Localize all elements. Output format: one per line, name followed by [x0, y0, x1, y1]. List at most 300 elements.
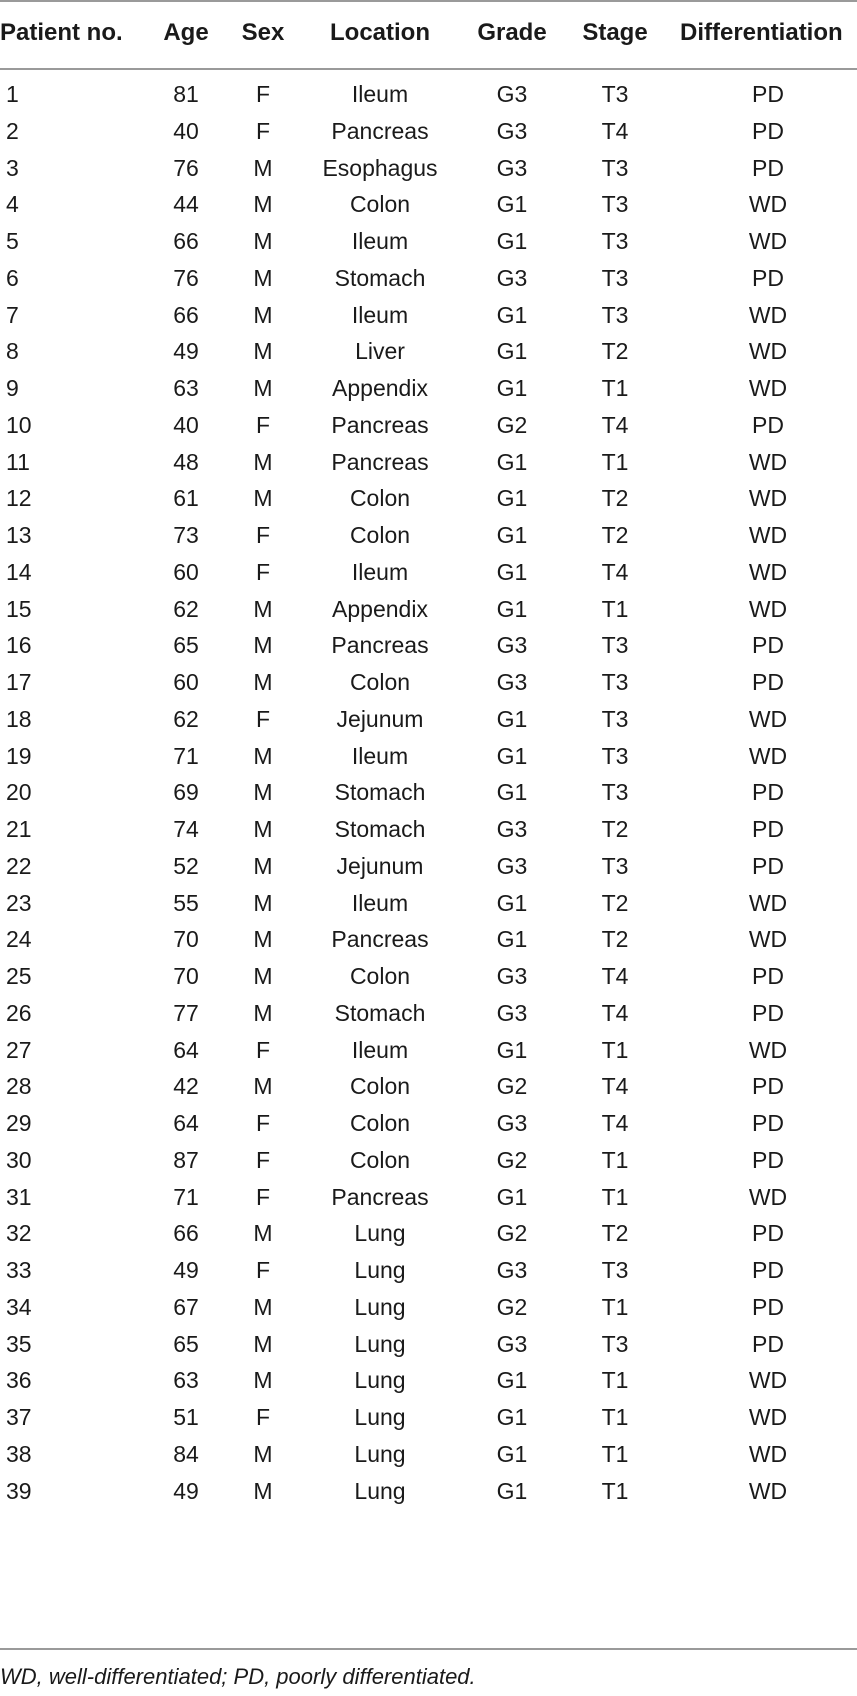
cell-patient-no: 2	[6, 117, 19, 144]
cell-stage: T3	[601, 264, 629, 291]
cell-age: 70	[173, 963, 199, 989]
cell-location: Pancreas	[331, 448, 429, 475]
table-row	[0, 478, 857, 518]
cell-age: 71	[173, 1183, 199, 1210]
cell-stage: T3	[601, 852, 629, 879]
cell-stage: T4	[601, 1073, 629, 1100]
cell-stage: T1	[601, 448, 629, 475]
header-rule	[0, 68, 857, 70]
table-row	[0, 919, 857, 959]
table-row	[0, 295, 857, 335]
cell-stage: T3	[601, 705, 629, 732]
cell-location: Lung	[354, 1220, 406, 1247]
cell-stage: T4	[601, 1110, 629, 1136]
cell-stage: T1	[601, 1183, 629, 1210]
cell-patient-no: 25	[6, 963, 32, 989]
table-footnote: WD, well-differentiated; PD, poorly differentiated.	[0, 1664, 476, 1689]
cell-sex: M	[253, 264, 273, 291]
cell-age: 62	[173, 595, 199, 622]
cell-grade: G1	[496, 1477, 528, 1504]
cell-age: 55	[173, 889, 199, 916]
cell-differentiation: WD	[748, 926, 788, 953]
cell-differentiation: WD	[748, 889, 788, 916]
cell-grade: G1	[496, 228, 528, 254]
cell-age: 81	[173, 81, 199, 107]
cell-grade: G1	[496, 889, 528, 916]
table-row	[0, 1103, 857, 1143]
cell-differentiation: PD	[752, 117, 784, 144]
table-row	[0, 993, 857, 1033]
cell-patient-no: 5	[6, 228, 19, 254]
cell-differentiation: WD	[748, 558, 788, 585]
cell-differentiation: WD	[748, 1367, 788, 1394]
cell-age: 84	[173, 1440, 199, 1467]
cell-stage: T3	[601, 669, 629, 695]
cell-stage: T4	[601, 411, 629, 438]
cell-sex: M	[253, 301, 273, 328]
cell-patient-no: 28	[6, 1073, 32, 1100]
cell-sex: F	[255, 1257, 271, 1283]
cell-differentiation: PD	[752, 1073, 784, 1100]
cell-patient-no: 17	[6, 669, 32, 695]
table-row	[0, 846, 857, 886]
cell-patient-no: 10	[6, 411, 32, 438]
cell-age: 64	[173, 1036, 199, 1063]
cell-grade: G3	[496, 852, 528, 879]
cell-grade: G3	[496, 117, 528, 144]
cell-location: Pancreas	[331, 1183, 429, 1210]
cell-patient-no: 13	[6, 522, 32, 548]
table-row	[0, 258, 857, 298]
table-row	[0, 552, 857, 592]
cell-age: 44	[173, 191, 199, 218]
cell-patient-no: 21	[6, 816, 32, 842]
cell-grade: G1	[496, 1183, 528, 1210]
cell-sex: M	[253, 852, 273, 879]
cell-differentiation: WD	[748, 375, 788, 401]
cell-sex: F	[255, 1404, 271, 1430]
cell-grade: G1	[496, 705, 528, 732]
cell-differentiation: PD	[752, 1293, 784, 1320]
cell-patient-no: 3	[6, 154, 19, 181]
cell-stage: T3	[601, 742, 629, 769]
cell-stage: T3	[601, 779, 629, 806]
cell-sex: F	[255, 522, 271, 548]
cell-sex: F	[255, 1183, 271, 1210]
cell-sex: F	[255, 81, 271, 107]
cell-patient-no: 37	[6, 1404, 32, 1430]
cell-grade: G1	[496, 926, 528, 953]
cell-differentiation: WD	[748, 1404, 788, 1430]
cell-stage: T4	[601, 999, 629, 1026]
cell-patient-no: 18	[6, 705, 32, 732]
header-location: Location	[330, 19, 430, 46]
cell-location: Pancreas	[331, 632, 429, 659]
table-row	[0, 589, 857, 629]
cell-grade: G2	[496, 1073, 528, 1100]
cell-sex: M	[253, 632, 273, 659]
cell-location: Appendix	[332, 595, 428, 622]
cell-sex: F	[255, 1110, 271, 1136]
cell-stage: T2	[601, 1220, 629, 1247]
cell-location: Colon	[349, 963, 411, 989]
cell-age: 63	[173, 375, 199, 401]
cell-patient-no: 27	[6, 1036, 32, 1063]
cell-differentiation: WD	[748, 338, 788, 365]
cell-age: 49	[173, 338, 199, 365]
cell-age: 66	[173, 1220, 199, 1247]
cell-stage: T3	[601, 191, 629, 218]
cell-location: Lung	[354, 1477, 406, 1504]
cell-patient-no: 11	[6, 448, 30, 475]
cell-stage: T2	[601, 926, 629, 953]
table-row	[0, 442, 857, 482]
cell-sex: M	[253, 1220, 273, 1247]
cell-grade: G1	[496, 742, 528, 769]
cell-grade: G3	[496, 963, 528, 989]
cell-location: Colon	[349, 485, 411, 512]
cell-patient-no: 31	[6, 1183, 32, 1210]
cell-location: Lung	[354, 1367, 406, 1394]
cell-differentiation: WD	[748, 1183, 788, 1210]
cell-patient-no: 15	[6, 595, 32, 622]
cell-differentiation: PD	[752, 852, 784, 879]
cell-differentiation: PD	[752, 963, 784, 989]
cell-stage: T3	[601, 1330, 629, 1357]
cell-patient-no: 39	[6, 1477, 32, 1504]
cell-stage: T2	[601, 889, 629, 916]
cell-grade: G3	[496, 999, 528, 1026]
cell-grade: G1	[496, 338, 528, 365]
cell-grade: G3	[496, 632, 528, 659]
cell-location: Ileum	[351, 742, 409, 769]
cell-location: Ileum	[351, 889, 409, 916]
cell-grade: G2	[496, 411, 528, 438]
cell-patient-no: 30	[6, 1146, 32, 1173]
cell-sex: M	[253, 1293, 273, 1320]
cell-age: 51	[173, 1404, 199, 1430]
cell-patient-no: 12	[6, 485, 32, 512]
table-row	[0, 368, 857, 408]
cell-patient-no: 7	[6, 301, 19, 328]
cell-age: 64	[173, 1110, 199, 1136]
table-row	[0, 405, 857, 445]
table-row	[0, 1030, 857, 1070]
cell-age: 87	[173, 1146, 199, 1173]
cell-location: Esophagus	[322, 154, 438, 181]
cell-stage: T1	[601, 1477, 629, 1504]
cell-age: 66	[173, 301, 199, 328]
cell-age: 52	[173, 852, 199, 879]
cell-differentiation: WD	[748, 742, 788, 769]
cell-grade: G1	[496, 595, 528, 622]
cell-patient-no: 16	[6, 632, 32, 659]
cell-location: Ileum	[351, 301, 409, 328]
cell-differentiation: WD	[748, 228, 788, 254]
table-row	[0, 515, 857, 555]
cell-stage: T1	[601, 1440, 629, 1467]
cell-age: 76	[173, 154, 199, 181]
table-row	[0, 1177, 857, 1217]
cell-stage: T4	[601, 558, 629, 585]
cell-stage: T3	[601, 81, 629, 107]
cell-sex: M	[253, 963, 273, 989]
cell-sex: M	[253, 889, 273, 916]
cell-age: 67	[173, 1293, 199, 1320]
table-row	[0, 111, 857, 151]
cell-grade: G3	[496, 1257, 528, 1283]
cell-grade: G3	[496, 264, 528, 291]
cell-location: Stomach	[334, 264, 426, 291]
cell-patient-no: 33	[6, 1257, 32, 1283]
cell-stage: T2	[601, 338, 629, 365]
cell-sex: M	[253, 999, 273, 1026]
table-header-row	[0, 2, 857, 64]
cell-age: 66	[173, 228, 199, 254]
cell-stage: T3	[601, 301, 629, 328]
cell-age: 77	[173, 999, 199, 1026]
cell-differentiation: PD	[752, 999, 784, 1026]
header-grade: Grade	[477, 19, 547, 46]
cell-age: 73	[173, 522, 199, 548]
cell-location: Colon	[349, 1073, 411, 1100]
cell-patient-no: 6	[6, 264, 19, 291]
cell-sex: M	[253, 375, 273, 401]
cell-stage: T1	[601, 1404, 629, 1430]
cell-location: Pancreas	[331, 926, 429, 953]
cell-stage: T1	[601, 375, 629, 401]
cell-location: Colon	[349, 1110, 411, 1136]
cell-sex: M	[253, 228, 273, 254]
header-sex: Sex	[241, 19, 285, 46]
cell-sex: M	[253, 742, 273, 769]
cell-age: 71	[173, 742, 199, 769]
table-row	[0, 1287, 857, 1327]
cell-patient-no: 35	[6, 1330, 32, 1357]
table-row	[0, 1140, 857, 1180]
cell-grade: G1	[496, 1404, 528, 1430]
cell-grade: G1	[496, 301, 528, 328]
cell-stage: T1	[601, 1146, 629, 1173]
cell-location: Jejunum	[336, 705, 424, 732]
header-patient-no: Patient no.	[0, 19, 123, 46]
cell-age: 49	[173, 1477, 199, 1504]
cell-age: 63	[173, 1367, 199, 1394]
table-row	[0, 331, 857, 371]
cell-sex: M	[253, 1330, 273, 1357]
cell-location: Pancreas	[331, 117, 429, 144]
cell-stage: T3	[601, 1257, 629, 1283]
bottom-rule	[0, 1648, 857, 1650]
cell-sex: M	[253, 338, 273, 365]
cell-location: Lung	[354, 1404, 406, 1430]
cell-sex: M	[253, 1073, 273, 1100]
cell-differentiation: WD	[748, 705, 788, 732]
cell-patient-no: 32	[6, 1220, 32, 1247]
cell-differentiation: PD	[752, 1146, 784, 1173]
cell-location: Lung	[354, 1440, 406, 1467]
cell-differentiation: WD	[748, 1477, 788, 1504]
cell-grade: G1	[496, 375, 528, 401]
cell-location: Ileum	[351, 81, 409, 107]
cell-differentiation: PD	[752, 154, 784, 181]
table-row	[0, 699, 857, 739]
header-stage: Stage	[582, 19, 648, 46]
table-row	[0, 1324, 857, 1364]
cell-age: 70	[173, 926, 199, 953]
cell-stage: T4	[601, 117, 629, 144]
cell-age: 62	[173, 705, 199, 732]
cell-patient-no: 22	[6, 852, 32, 879]
cell-grade: G1	[496, 485, 528, 512]
table-row	[0, 883, 857, 923]
cell-sex: M	[253, 191, 273, 218]
cell-patient-no: 24	[6, 926, 32, 953]
cell-patient-no: 8	[6, 338, 19, 365]
cell-stage: T1	[601, 1036, 629, 1063]
table-row	[0, 184, 857, 224]
cell-patient-no: 38	[6, 1440, 32, 1467]
cell-grade: G3	[496, 81, 528, 107]
cell-differentiation: PD	[752, 411, 784, 438]
cell-grade: G1	[496, 1036, 528, 1063]
cell-sex: F	[255, 411, 271, 438]
cell-stage: T2	[601, 522, 629, 548]
cell-differentiation: WD	[748, 485, 788, 512]
cell-grade: G1	[496, 448, 528, 475]
table-row	[0, 74, 857, 114]
cell-stage: T3	[601, 632, 629, 659]
cell-location: Stomach	[334, 779, 426, 806]
cell-stage: T3	[601, 228, 629, 254]
cell-patient-no: 26	[6, 999, 32, 1026]
cell-grade: G1	[496, 1367, 528, 1394]
cell-sex: M	[253, 1367, 273, 1394]
cell-age: 49	[173, 1257, 199, 1283]
cell-differentiation: PD	[752, 779, 784, 806]
table-row	[0, 956, 857, 996]
cell-sex: M	[253, 926, 273, 953]
cell-differentiation: WD	[748, 301, 788, 328]
cell-sex: F	[255, 1036, 271, 1063]
cell-sex: M	[253, 448, 273, 475]
cell-stage: T2	[601, 485, 629, 512]
cell-patient-no: 23	[6, 889, 32, 916]
cell-sex: M	[253, 1477, 273, 1504]
cell-grade: G1	[496, 522, 528, 548]
cell-age: 61	[173, 485, 199, 512]
cell-stage: T4	[601, 963, 629, 989]
table-row	[0, 1434, 857, 1474]
cell-patient-no: 19	[6, 742, 32, 769]
cell-grade: G3	[496, 669, 528, 695]
cell-sex: M	[253, 154, 273, 181]
cell-location: Pancreas	[331, 411, 429, 438]
cell-patient-no: 36	[6, 1367, 32, 1394]
table-row	[0, 1066, 857, 1106]
cell-differentiation: WD	[748, 522, 788, 548]
cell-location: Stomach	[334, 816, 426, 842]
cell-differentiation: WD	[748, 1440, 788, 1467]
cell-sex: F	[255, 1146, 271, 1173]
table-row	[0, 221, 857, 261]
cell-grade: G2	[496, 1146, 528, 1173]
table-row	[0, 1250, 857, 1290]
cell-patient-no: 29	[6, 1110, 32, 1136]
cell-age: 60	[173, 558, 199, 585]
cell-stage: T1	[601, 1293, 629, 1320]
table-row	[0, 1471, 857, 1511]
cell-sex: F	[255, 558, 271, 585]
header-differentiation: Differentiation	[680, 19, 843, 46]
cell-sex: F	[255, 705, 271, 732]
table-row	[0, 662, 857, 702]
cell-location: Colon	[349, 1146, 411, 1173]
cell-sex: M	[253, 595, 273, 622]
cell-stage: T1	[601, 1367, 629, 1394]
cell-age: 65	[173, 1330, 199, 1357]
table-row	[0, 772, 857, 812]
cell-grade: G1	[496, 1440, 528, 1467]
cell-differentiation: PD	[752, 816, 784, 842]
cell-grade: G3	[496, 816, 528, 842]
cell-differentiation: PD	[752, 81, 784, 107]
cell-differentiation: PD	[752, 1110, 784, 1136]
table-row	[0, 1397, 857, 1437]
cell-age: 40	[173, 117, 199, 144]
cell-grade: G1	[496, 779, 528, 806]
cell-stage: T2	[601, 816, 629, 842]
table-row	[0, 1213, 857, 1253]
cell-age: 48	[173, 448, 199, 475]
cell-grade: G2	[496, 1293, 528, 1320]
table-row	[0, 1360, 857, 1400]
cell-age: 42	[173, 1073, 199, 1100]
cell-sex: M	[253, 779, 273, 806]
cell-differentiation: PD	[752, 669, 784, 695]
cell-location: Ileum	[351, 558, 409, 585]
cell-age: 76	[173, 264, 199, 291]
cell-location: Colon	[349, 522, 411, 548]
cell-patient-no: 34	[6, 1293, 32, 1320]
cell-location: Lung	[354, 1293, 406, 1320]
cell-grade: G3	[496, 1330, 528, 1357]
cell-grade: G2	[496, 1220, 528, 1247]
cell-location: Stomach	[334, 999, 426, 1026]
header-age: Age	[163, 19, 209, 46]
cell-location: Lung	[354, 1330, 406, 1357]
cell-differentiation: PD	[752, 264, 784, 291]
cell-sex: M	[253, 485, 273, 512]
cell-differentiation: WD	[748, 448, 788, 475]
cell-sex: F	[255, 117, 271, 144]
cell-differentiation: PD	[752, 1257, 784, 1283]
cell-location: Lung	[354, 1257, 406, 1283]
cell-patient-no: 4	[6, 191, 19, 218]
cell-location: Liver	[355, 338, 405, 365]
table-row	[0, 625, 857, 665]
cell-age: 69	[173, 779, 199, 806]
cell-sex: M	[253, 816, 273, 842]
cell-age: 74	[173, 816, 199, 842]
cell-grade: G3	[496, 1110, 528, 1136]
cell-age: 40	[173, 411, 199, 438]
cell-differentiation: PD	[752, 1220, 784, 1247]
table-row	[0, 809, 857, 849]
cell-location: Ileum	[351, 228, 409, 254]
cell-age: 60	[173, 669, 199, 695]
cell-age: 65	[173, 632, 199, 659]
